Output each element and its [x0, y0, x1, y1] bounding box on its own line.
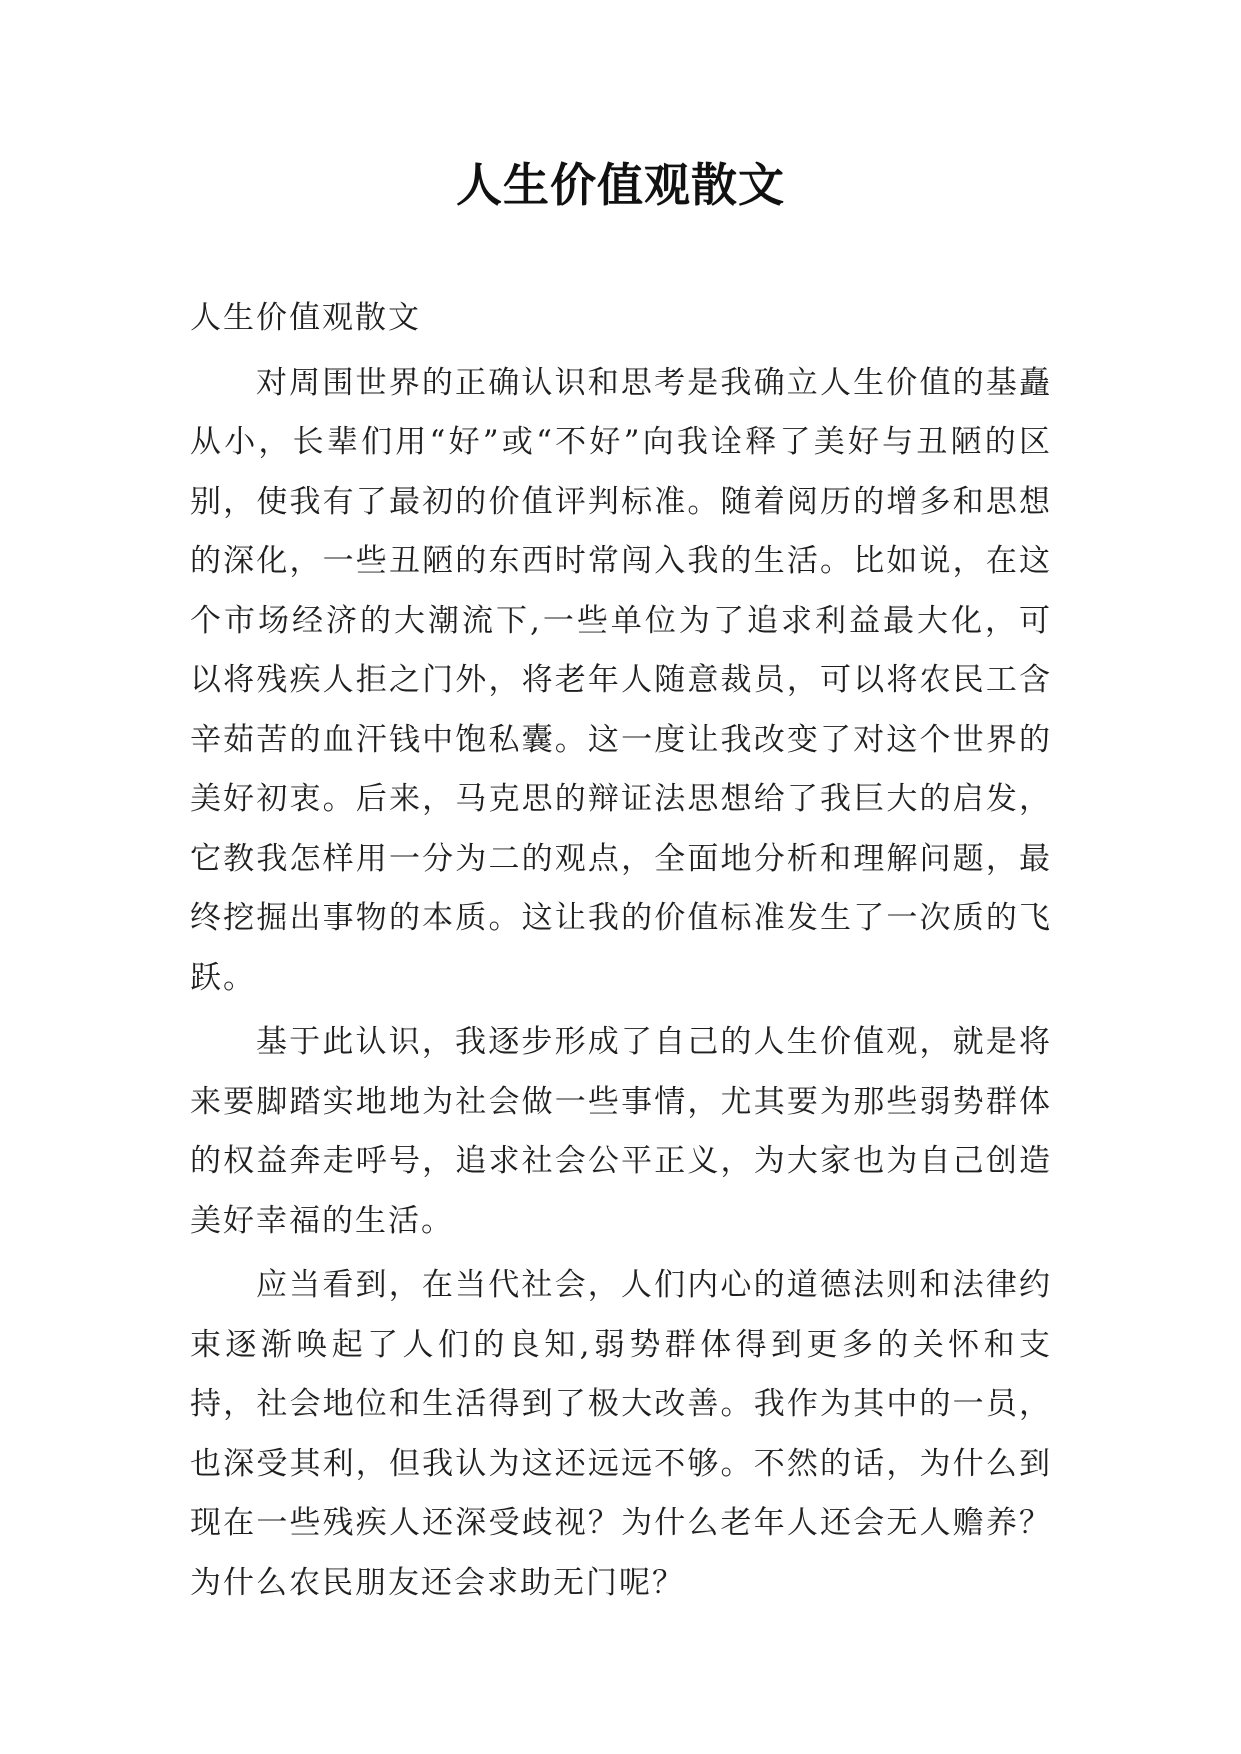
paragraph-3: 应当看到，在当代社会，人们内心的道德法则和法律约束逐渐唤起了人们的良知,弱势群体得到更多的关怀和支持，社会地位和生活得到了极大改善。我作为其中的一员，也深受其利，但我认为这还远远不够。不然的话，为什么到现在一些残疾人还深受歧视？为什么老年人还会无人赡养？为什么农民朋友还会求助无门呢？: [190, 1267, 1052, 1601]
paragraph-2: 基于此认识，我逐步形成了自己的人生价值观，就是将来要脚踏实地地为社会做一些事情，尤其要为那些弱势群体的权益奔走呼号，追求社会公平正义，为大家也为自己创造美好幸福的生活。: [190, 1024, 1052, 1239]
document-body: [190, 289, 1052, 1618]
document-subtitle: 人生价值观散文: [190, 300, 421, 336]
document-title: 人生价值观散文: [456, 158, 785, 212]
paragraph-1: 对周围世界的正确认识和思考是我确立人生价值的基矗从小，长辈们用“好”或“不好”向我诠释了美好与丑陋的区别，使我有了最初的价值评判标准。随着阅历的增多和思想的深化，一些丑陋的东西时常闯入我的生活。比如说，在这个市场经济的大潮流下,一些单位为了追求利益最大化，可以将残疾人拒之门外，将老年人随意裁员，可以将农民工含辛茹苦的血汗钱中饱私囊。这一度让我改变了对这个世界的美好初衷。后来，马克思的辩证法思想给了我巨大的启发，它教我怎样用一分为二的观点，全面地分析和理解问题，最终挖掘出事物的本质。这让我的价值标准发生了一次质的飞跃。: [190, 364, 1052, 996]
